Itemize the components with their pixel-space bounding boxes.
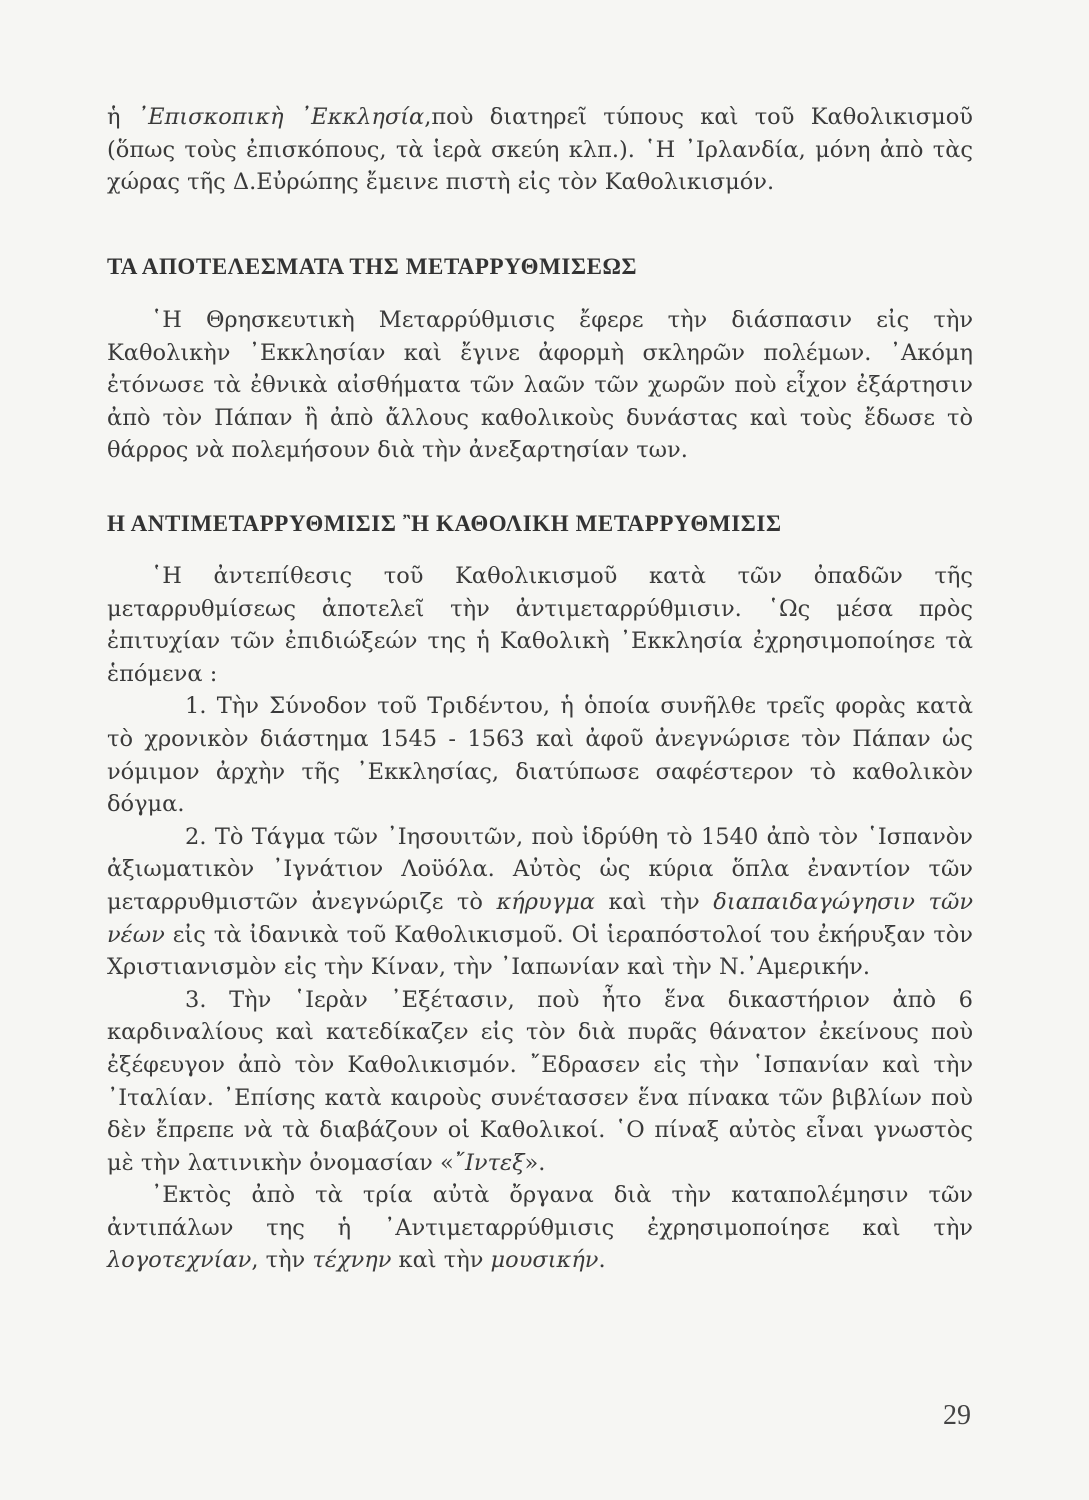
closing-italic-literature: λογοτεχνίαν — [107, 1247, 252, 1274]
list-item-jesuits — [107, 821, 973, 984]
list-item-inquisition — [107, 984, 973, 1180]
inquisition-italic-index: ῎Ιντεξ — [453, 1149, 525, 1176]
closing-text-b: , τὴν — [251, 1247, 313, 1274]
closing-italic-art: τέχνην — [312, 1247, 392, 1274]
jesuits-text-b: καὶ τὴν — [594, 888, 714, 915]
intro-prefix: ἡ — [107, 104, 137, 130]
closing-italic-music: μουσικήν — [490, 1247, 599, 1274]
intro-paragraph — [107, 101, 973, 199]
closing-text-d: . — [598, 1247, 606, 1274]
jesuits-text-a: 2. Τὸ Τάγμα τῶν ᾿Ιησουιτῶν, ποὺ ἱδρύθη τὸ 1540 ἀπὸ τὸν ῾Ισπανὸν ἀξιωματικὸν ᾿Ιγνάτιον Λοϋόλα. Αὐτὸς ὡς κύρια ὅπλα ἐναντίον τῶν μεταρρυθμιστῶν ἀνεγνώριζε τὸ — [107, 823, 973, 915]
results-paragraph — [107, 304, 973, 467]
inquisition-text-b: ». — [524, 1149, 546, 1176]
closing-paragraph — [107, 1179, 973, 1277]
section-heading-results: ΤΑ ΑΠΟΤΕΛΕΣΜΑΤΑ ΤΗΣ ΜΕΤΑΡΡΥΘΜΙΣΕΩΣ — [107, 254, 638, 279]
counter-reformation-body — [107, 560, 973, 1277]
closing-text-c: καὶ τὴν — [391, 1247, 491, 1274]
jesuits-italic-sermon: κήρυγμα — [496, 888, 595, 915]
intro-rest: ,ποὺ διατηρεῖ τύπους καὶ τοῦ Καθολικισμοῦ (ὅπως τοὺς ἐπισκόπους, τὰ ἱερὰ σκεύη κλπ.). ῾Η ᾿Ιρλανδία, μόνη ἀπὸ τὰς χώρας τῆς Δ.Εὐρώπης ἔμεινε πιστὴ εἰς τὸν Καθολικισμόν. — [107, 104, 973, 196]
intro-italic: ᾿Επισκοπικὴ ᾿Εκκλησία — [136, 104, 425, 130]
counter-reformation-intro: ῾Η ἀντεπίθεσις τοῦ Καθολικισμοῦ κατὰ τῶν ὀπαδῶν τῆς μεταρρυθμίσεως ἀποτελεῖ τὴν ἀντιμεταρρύθμισιν. ῾Ως μέσα πρὸς ἐπιτυχίαν τῶν ἐπιδιώξεών της ἡ Καθολικὴ ᾿Εκκλησία ἐχρησιμοποίησε τὰ ἑπόμενα : — [107, 563, 973, 687]
section-heading-counter-reformation: Η ΑΝΤΙΜΕΤΑΡΡΥΘΜΙΣΙΣ ῍Η ΚΑΘΟΛΙΚΗ ΜΕΤΑΡΡΥΘΜΙΣΙΣ — [107, 511, 782, 536]
list-item-council-of-trent: 1. Τὴν Σύνοδον τοῦ Τριδέντου, ἡ ὁποία συνῆλθε τρεῖς φορὰς κατὰ τὸ χρονικὸν διάστημα 1545 - 1563 καὶ ἀφοῦ ἀνεγνώρισε τὸν Πάπαν ὡς νόμιμον ἀρχὴν τῆς ᾿Εκκλησίας, διατύπωσε σαφέστερον τὸ καθολικὸν δόγμα. — [107, 693, 973, 818]
jesuits-italic-education: διαπαιδαγώγησιν τῶν νέων — [107, 888, 974, 948]
inquisition-text-a: 3. Τὴν ῾Ιερὰν ᾿Εξέτασιν, ποὺ ἦτο ἕνα δικαστήριον ἀπὸ 6 καρδιναλίους καὶ κατεδίκαζεν εἰς τὸν διὰ πυρᾶς θάνατον ἐκείνους ποὺ ἐξέφευγον ἀπὸ τὸν Καθολικισμόν. ῎Εδρασεν εἰς τὴν ῾Ισπανίαν καὶ τὴν ᾿Ιταλίαν. ᾿Επίσης κατὰ καιροὺς συνέτασσεν ἕνα πίνακα τῶν βιβλίων ποὺ δὲν ἔπρεπε νὰ τὰ διαβάζουν οἱ Καθολικοί. ῾Ο πίναξ αὐτὸς εἶναι γνωστὸς μὲ τὴν λατινικὴν ὀνομασίαν « — [107, 986, 973, 1176]
jesuits-text-c: εἰς τὰ ἰδανικὰ τοῦ Καθολικισμοῦ. Οἱ ἱεραπόστολοί του ἐκήρυξαν τὸν Χριστιανισμὸν εἰς τὴν Κίναν, τὴν ᾿Ιαπωνίαν καὶ τὴν Ν.᾿Αμερικήν. — [107, 921, 973, 981]
page-number: 29 — [943, 1400, 971, 1431]
results-text: ῾Η Θρησκευτικὴ Μεταρρύθμισις ἔφερε τὴν διάσπασιν εἰς τὴν Καθολικὴν ᾿Εκκλησίαν καὶ ἔγινε ἀφορμὴ σκληρῶν πολέμων. ᾿Ακόμη ἐτόνωσε τὰ ἐθνικὰ αἰσθήματα τῶν λαῶν τῶν χωρῶν ποὺ εἶχον ἐξάρτησιν ἀπὸ τὸν Πάπαν ἢ ἀπὸ ἄλλους καθολικοὺς δυνάστας καὶ τοὺς ἔδωσε τὸ θάρρος νὰ πολεμήσουν διὰ τὴν ἀνεξαρτησίαν των. — [107, 307, 973, 464]
closing-text-a: ᾿Εκτὸς ἀπὸ τὰ τρία αὐτὰ ὄργανα διὰ τὴν καταπολέμησιν τῶν ἀντιπάλων της ἡ ᾿Αντιμεταρρύθμισις ἐχρησιμοποίησε καὶ τὴν — [107, 1182, 973, 1241]
